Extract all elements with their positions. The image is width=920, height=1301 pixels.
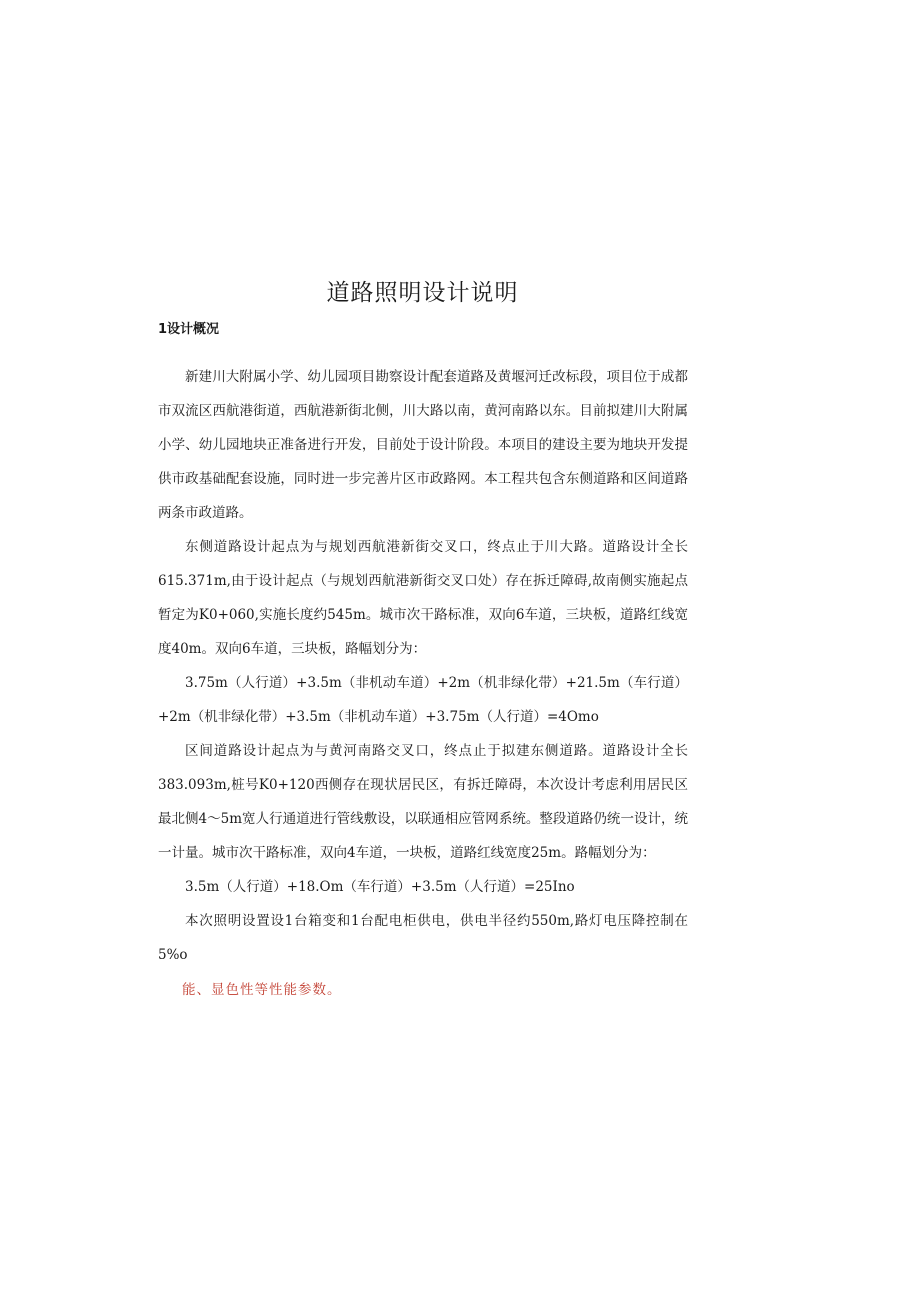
section-heading: 1设计概况 — [158, 322, 220, 337]
paragraph-interval-road: 区间道路设计起点为与黄河南路交叉口，终点止于拟建东侧道路。道路设计全长383.093m,桩号K0+120西侧存在现状居民区，有拆迁障碍，本次设计考虑利用居民区最北侧4～5m宽人行通道进行管线敷设，以联通相应管网系统。整段道路仍统一设计，统一计量。城市次干路标准，双向4车道，一块板，道路红线宽度25m。路幅划分为： — [158, 743, 688, 861]
body-text — [158, 360, 688, 972]
paragraph-east-road: 东侧道路设计起点为与规划西航港新街交叉口，终点止于川大路。道路设计全长615.371m,由于设计起点（与规划西航港新街交叉口处）存在拆迁障碍,故南侧实施起点暂定为K0+060,实施长度约545m。城市次干路标准，双向6车道，三块板，道路红线宽度40m。双向6车道，三块板，路幅划分为： — [158, 539, 688, 657]
red-text-fragment: 能、显色性等性能参数。 — [182, 982, 342, 998]
paragraph-overview: 新建川大附属小学、幼儿园项目勘察设计配套道路及黄堰河迁改标段，项目位于成都市双流区西航港街道，西航港新街北侧，川大路以南，黄河南路以东。目前拟建川大附属小学、幼儿园地块正准备进行开发，目前处于设计阶段。本项目的建设主要为地块开发提供市政基础配套设施，同时进一步完善片区市政路网。本工程共包含东侧道路和区间道路两条市政道路。 — [158, 369, 688, 521]
document-title: 道路照明设计说明 — [326, 280, 519, 306]
formula-east-road-section: 3.75m（人行道）+3.5m（非机动车道）+2m（机非绿化带）+21.5m（车行道）+2m（机非绿化带）+3.5m（非机动车道）+3.75m（人行道）=4Omo — [158, 675, 688, 725]
formula-interval-road-section: 3.5m（人行道）+18.Om（车行道）+3.5m（人行道）=25Ino — [185, 879, 575, 895]
paragraph-power-supply: 本次照明设置设1台箱变和1台配电柜供电，供电半径约550m,路灯电压降控制在5%o — [158, 913, 688, 963]
